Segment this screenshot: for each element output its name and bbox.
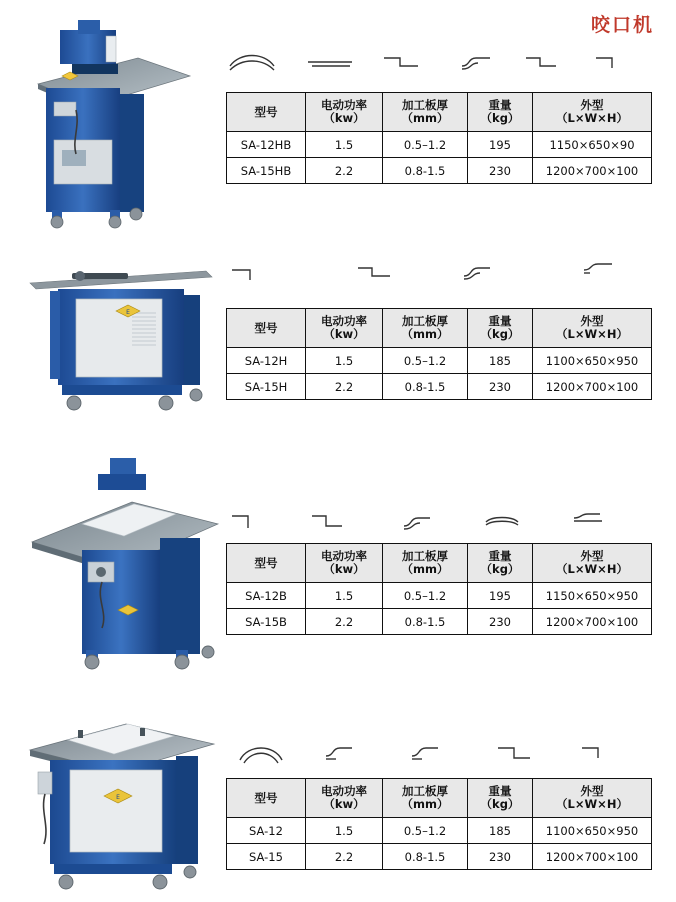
table-row <box>227 374 652 400</box>
col-header-dimension: 外型 （L×W×H） <box>533 93 652 132</box>
s-lock-profile <box>464 268 490 276</box>
curved-lock-profile <box>240 748 282 760</box>
product-section-plain <box>0 690 676 902</box>
cell-power: 2.2 <box>306 609 383 635</box>
col-header-model: 型号 <box>227 93 306 132</box>
cell-model: SA-15 <box>227 844 306 870</box>
table-row <box>227 818 652 844</box>
corner-step-profile <box>596 58 612 68</box>
product-section-h <box>0 250 676 440</box>
col-header-power: 电动功率 （kw） <box>306 544 383 583</box>
page-title: 咬口机 <box>590 14 654 36</box>
step-seam-profile <box>358 268 390 276</box>
cell-power: 1.5 <box>306 583 383 609</box>
cell-model: SA-15H <box>227 374 306 400</box>
profile-icon-strip-hb <box>226 48 646 76</box>
cell-dimension: 1150×650×950 <box>533 583 652 609</box>
cell-thickness: 0.5–1.2 <box>383 132 468 158</box>
col-header-model: 型号 <box>227 544 306 583</box>
col-header-power: 电动功率 （kw） <box>306 309 383 348</box>
machine-photo-sa-12h <box>20 255 220 435</box>
cell-model: SA-15HB <box>227 158 306 184</box>
corner-step-profile <box>582 748 598 758</box>
col-header-weight: 重量 （kg） <box>468 309 533 348</box>
table-row <box>227 132 652 158</box>
s-lock-profile <box>462 58 490 66</box>
cell-power: 2.2 <box>306 374 383 400</box>
cell-model: SA-12 <box>227 818 306 844</box>
table-row <box>227 609 652 635</box>
col-header-weight: 重量 （kg） <box>468 544 533 583</box>
svg-text:E: E <box>126 309 130 316</box>
cell-thickness: 0.8-1.5 <box>383 374 468 400</box>
s-lock-profile <box>412 748 438 756</box>
corner-step-profile <box>232 270 250 280</box>
cell-dimension: 1150×650×90 <box>533 132 652 158</box>
col-header-dimension: 外型 （L×W×H） <box>533 544 652 583</box>
cell-power: 1.5 <box>306 348 383 374</box>
col-header-model: 型号 <box>227 309 306 348</box>
col-header-model: 型号 <box>227 779 306 818</box>
cell-thickness: 0.8-1.5 <box>383 158 468 184</box>
cell-weight: 230 <box>468 844 533 870</box>
cell-model: SA-12HB <box>227 132 306 158</box>
machine-photo-sa-12 <box>18 700 228 900</box>
spec-table-h <box>226 308 652 400</box>
cell-model: SA-12H <box>227 348 306 374</box>
table-header-row <box>227 544 652 583</box>
s-lock-profile <box>326 748 352 756</box>
table-row <box>227 844 652 870</box>
cell-thickness: 0.8-1.5 <box>383 609 468 635</box>
col-header-thickness: 加工板厚 （mm） <box>383 544 468 583</box>
cell-weight: 230 <box>468 609 533 635</box>
z-step-profile <box>584 264 612 270</box>
table-row <box>227 583 652 609</box>
cell-dimension: 1200×700×100 <box>533 844 652 870</box>
cell-weight: 195 <box>468 583 533 609</box>
cell-power: 2.2 <box>306 158 383 184</box>
spec-table-hb <box>226 92 652 184</box>
col-header-thickness: 加工板厚 （mm） <box>383 779 468 818</box>
machine-photo-sa-12b <box>26 450 226 675</box>
spec-table-plain <box>226 778 652 870</box>
cell-weight: 185 <box>468 818 533 844</box>
cell-power: 1.5 <box>306 132 383 158</box>
cell-dimension: 1100×650×950 <box>533 818 652 844</box>
col-header-power: 电动功率 （kw） <box>306 93 383 132</box>
profile-icon-strip-h <box>226 258 646 286</box>
cell-thickness: 0.5–1.2 <box>383 818 468 844</box>
spec-table-b <box>226 543 652 635</box>
cell-thickness: 0.5–1.2 <box>383 583 468 609</box>
step-seam-profile <box>384 58 418 66</box>
svg-text:E: E <box>116 794 120 801</box>
cell-thickness: 0.8-1.5 <box>383 844 468 870</box>
profile-icon-strip-b <box>226 508 646 536</box>
table-row <box>227 348 652 374</box>
col-header-thickness: 加工板厚 （mm） <box>383 93 468 132</box>
table-header-row <box>227 309 652 348</box>
z-step-profile <box>574 514 600 518</box>
profile-icon-strip-plain <box>226 738 646 766</box>
cell-model: SA-12B <box>227 583 306 609</box>
cell-model: SA-15B <box>227 609 306 635</box>
step-seam-profile <box>498 748 530 758</box>
s-lock-profile <box>404 518 430 526</box>
cell-weight: 195 <box>468 132 533 158</box>
cell-dimension: 1200×700×100 <box>533 158 652 184</box>
machine-photo-sa-12hb <box>18 14 198 229</box>
col-header-power: 电动功率 （kw） <box>306 779 383 818</box>
col-header-weight: 重量 （kg） <box>468 779 533 818</box>
product-section-b <box>0 440 676 675</box>
col-header-dimension: 外型 （L×W×H） <box>533 779 652 818</box>
step-seam-profile <box>312 516 342 526</box>
cell-dimension: 1200×700×100 <box>533 374 652 400</box>
table-header-row <box>227 779 652 818</box>
col-header-dimension: 外型 （L×W×H） <box>533 309 652 348</box>
col-header-weight: 重量 （kg） <box>468 93 533 132</box>
table-row <box>227 158 652 184</box>
cell-thickness: 0.5–1.2 <box>383 348 468 374</box>
cell-dimension: 1200×700×100 <box>533 609 652 635</box>
col-header-thickness: 加工板厚 （mm） <box>383 309 468 348</box>
cell-power: 1.5 <box>306 818 383 844</box>
table-header-row <box>227 93 652 132</box>
z-step-profile <box>526 58 556 66</box>
cell-dimension: 1100×650×950 <box>533 348 652 374</box>
cell-weight: 230 <box>468 158 533 184</box>
cell-weight: 185 <box>468 348 533 374</box>
cell-power: 2.2 <box>306 844 383 870</box>
product-section-hb <box>0 0 676 235</box>
corner-step-profile <box>232 516 248 528</box>
cell-weight: 230 <box>468 374 533 400</box>
